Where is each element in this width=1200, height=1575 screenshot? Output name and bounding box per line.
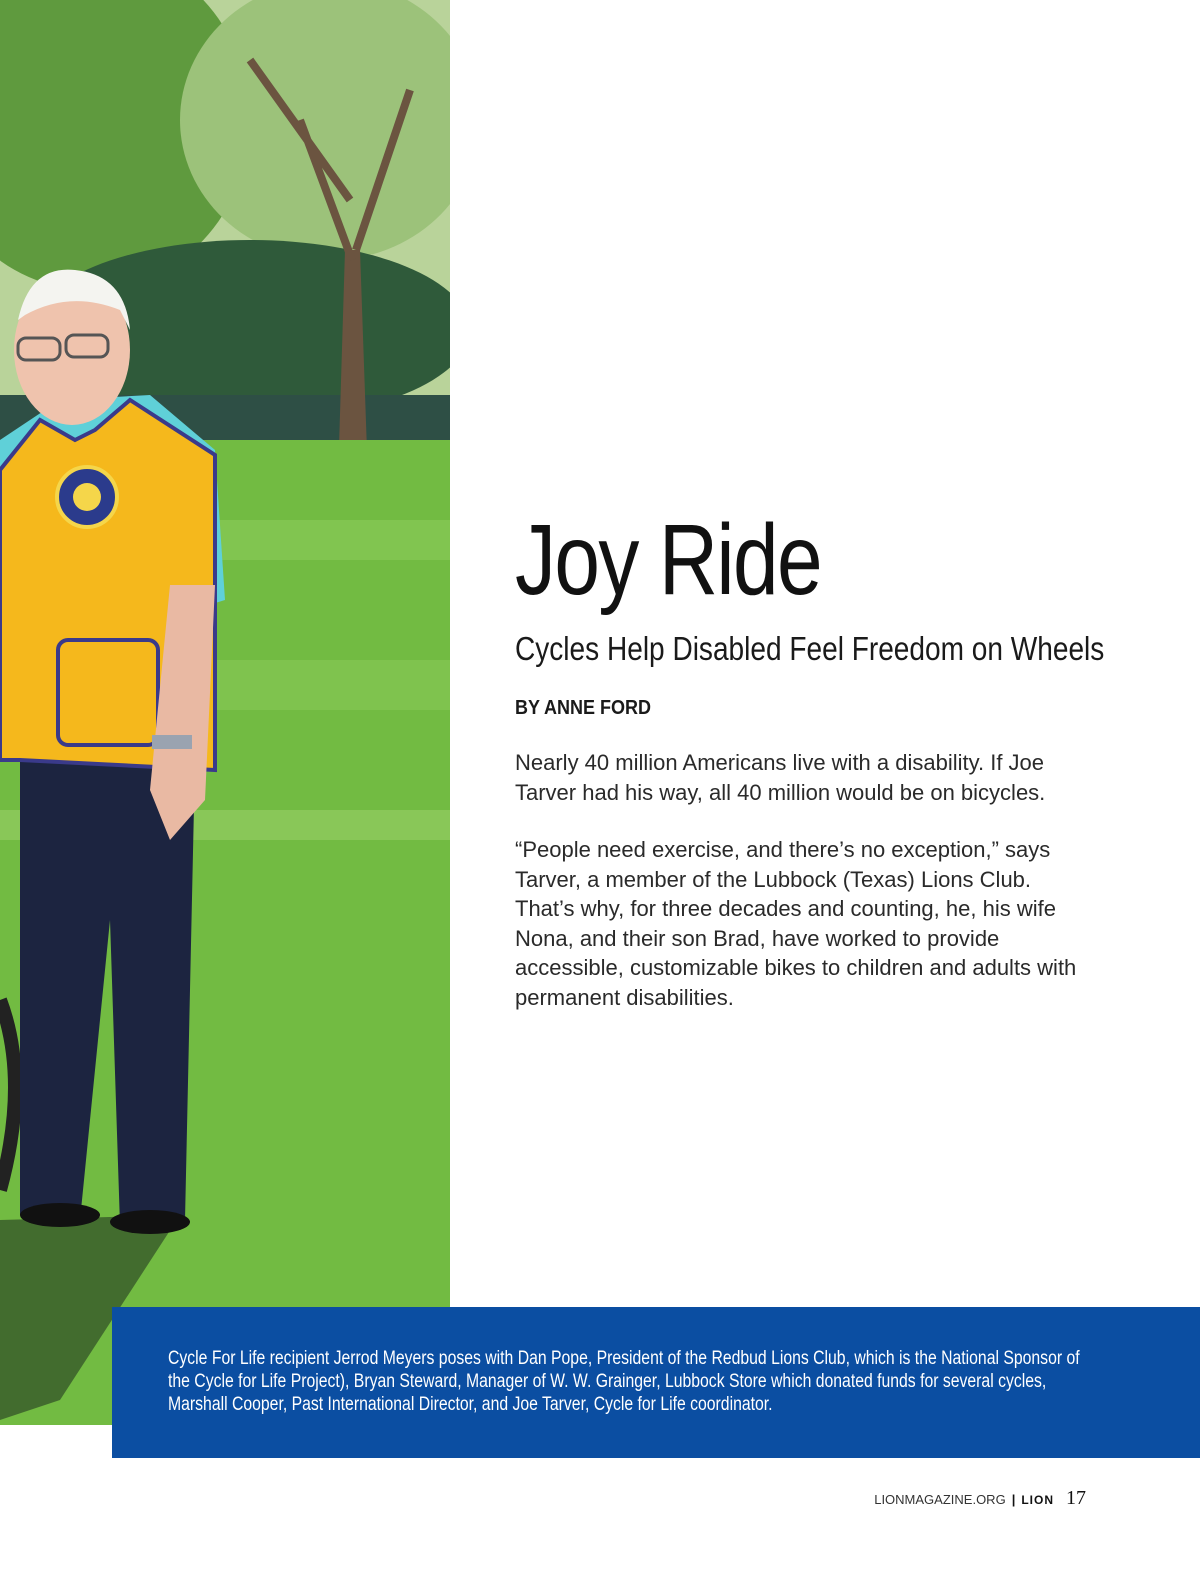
article-paragraph: Nearly 40 million Americans live with a disability. If Joe Tarver had his way, all 40 million would be on bicycles. — [515, 750, 1046, 805]
footer-brand: LION — [1021, 1493, 1054, 1507]
photo-caption: Cycle For Life recipient Jerrod Meyers poses with Dan Pope, President of the Redbud Lions Club, which is the National Sponsor of the Cycle for Life Project), Bryan Steward, Manager of W. W. Grainger, Lubbock Store which donated funds for several cycles, Marshall Cooper, Past International Director, and Joe Tarver, Cycle for Life coordinator. — [168, 1348, 1080, 1415]
page-number: 17 — [1066, 1487, 1086, 1509]
page-footer — [874, 1487, 1086, 1510]
caption-bar — [112, 1307, 1200, 1458]
article-title: Joy Ride — [515, 504, 821, 616]
footer-separator: | — [1011, 1492, 1016, 1507]
photo-illustration — [0, 0, 450, 1425]
article-subtitle: Cycles Help Disabled Feel Freedom on Wheels — [515, 630, 1105, 667]
article-photo — [0, 0, 450, 1425]
article-byline: BY ANNE FORD — [515, 697, 652, 719]
article-paragraph: “People need exercise, and there’s no exception,” says Tarver, a member of the Lubbock (Texas) Lions Club. That’s why, for three decades and counting, he, his wife Nona, and their son Brad, have worked to provide accessible, customizable bikes to children and adults with permanent disabilities. — [515, 837, 1077, 1010]
footer-site-link[interactable]: LIONMAGAZINE.ORG — [874, 1492, 1006, 1507]
